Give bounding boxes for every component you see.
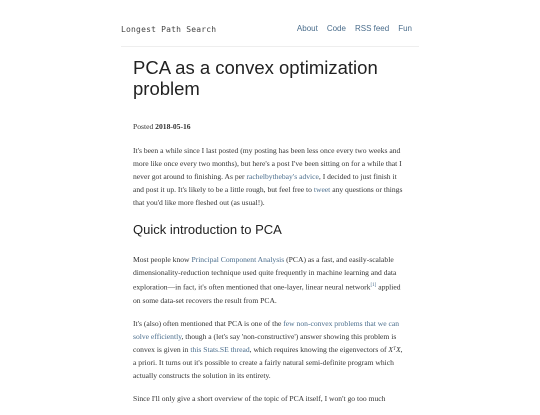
math-xtx: XᵀX — [388, 344, 401, 354]
nav-code-link[interactable]: Code — [326, 24, 346, 33]
intro-text-1: It's been a while since I last posted (my posting has been less once every two weeks and more like once every two months), but here's a post I've been sitting on for a while that I never got around to finishing. As per — [133, 146, 402, 181]
rachelbythebay-link[interactable]: rachelbythebay's advice — [246, 172, 319, 181]
p2-text-1: It's (also) often mentioned that PCA is one of the — [133, 318, 284, 328]
intro-text-2: , I decided to just finish it and post it up. It's likely to be a little rough, but feel free to — [133, 172, 397, 194]
nav-rss-feed-link[interactable]: RSS feed — [354, 24, 390, 33]
pca-paragraph-2 — [133, 317, 405, 382]
pca-paragraph-3: Since I'll only give a short overview of the topic of PCA itself, I won't go too much — [133, 393, 386, 403]
p2-text-3: , which requires knowing the eigenvectors of — [249, 344, 389, 354]
pca-wiki-link[interactable]: Principal Component Analysis — [191, 255, 285, 264]
p2-text-4: , a priori. It turns out it's possible to create a fairly natural semi-definite program which actually constructs the solution in its entirety. — [133, 344, 403, 380]
post-title: PCA as a convex optimization problem — [133, 57, 378, 99]
pca-paragraph-1 — [133, 253, 405, 307]
intro-text-3: any questions or things that you'd like more fleshed out (as usual!). — [133, 185, 403, 207]
post-date-line — [133, 122, 405, 131]
section-heading: Quick introduction to PCA — [133, 222, 282, 237]
site-title-link[interactable]: Longest Path Search — [121, 25, 217, 34]
post-article — [133, 57, 405, 415]
nav-fun-link[interactable]: Fun — [398, 24, 412, 33]
non-convex-problems-link[interactable]: few non-convex problems that we can solve efficiently — [133, 318, 400, 341]
tweet-link[interactable]: tweet — [313, 185, 331, 194]
header-divider — [121, 46, 419, 47]
nav-about-link[interactable]: About — [296, 24, 318, 33]
intro-paragraph — [133, 144, 405, 209]
top-nav — [297, 24, 412, 33]
stats-se-thread-link[interactable]: this Stats.SE thread — [190, 344, 250, 354]
p1-text-3: applied on some data-set recovers the result from PCA. — [133, 282, 401, 305]
posted-label: Posted — [133, 122, 154, 131]
p2-text-2: , though a (let's say 'non-constructive') answer showing this problem is convex is given in — [133, 331, 397, 354]
post-date: 2018-05-16 — [155, 122, 191, 131]
p1-text-2: (PCA) as a fast, and easily-scalable dimensionality-reduction technique used quite frequently in machine learning and data exploration—in fact, it's often mentioned that one-layer, linear neural network — [133, 255, 397, 292]
footnote-1-link[interactable]: [1] — [370, 283, 377, 288]
p1-text-1: Most people know — [133, 255, 192, 264]
